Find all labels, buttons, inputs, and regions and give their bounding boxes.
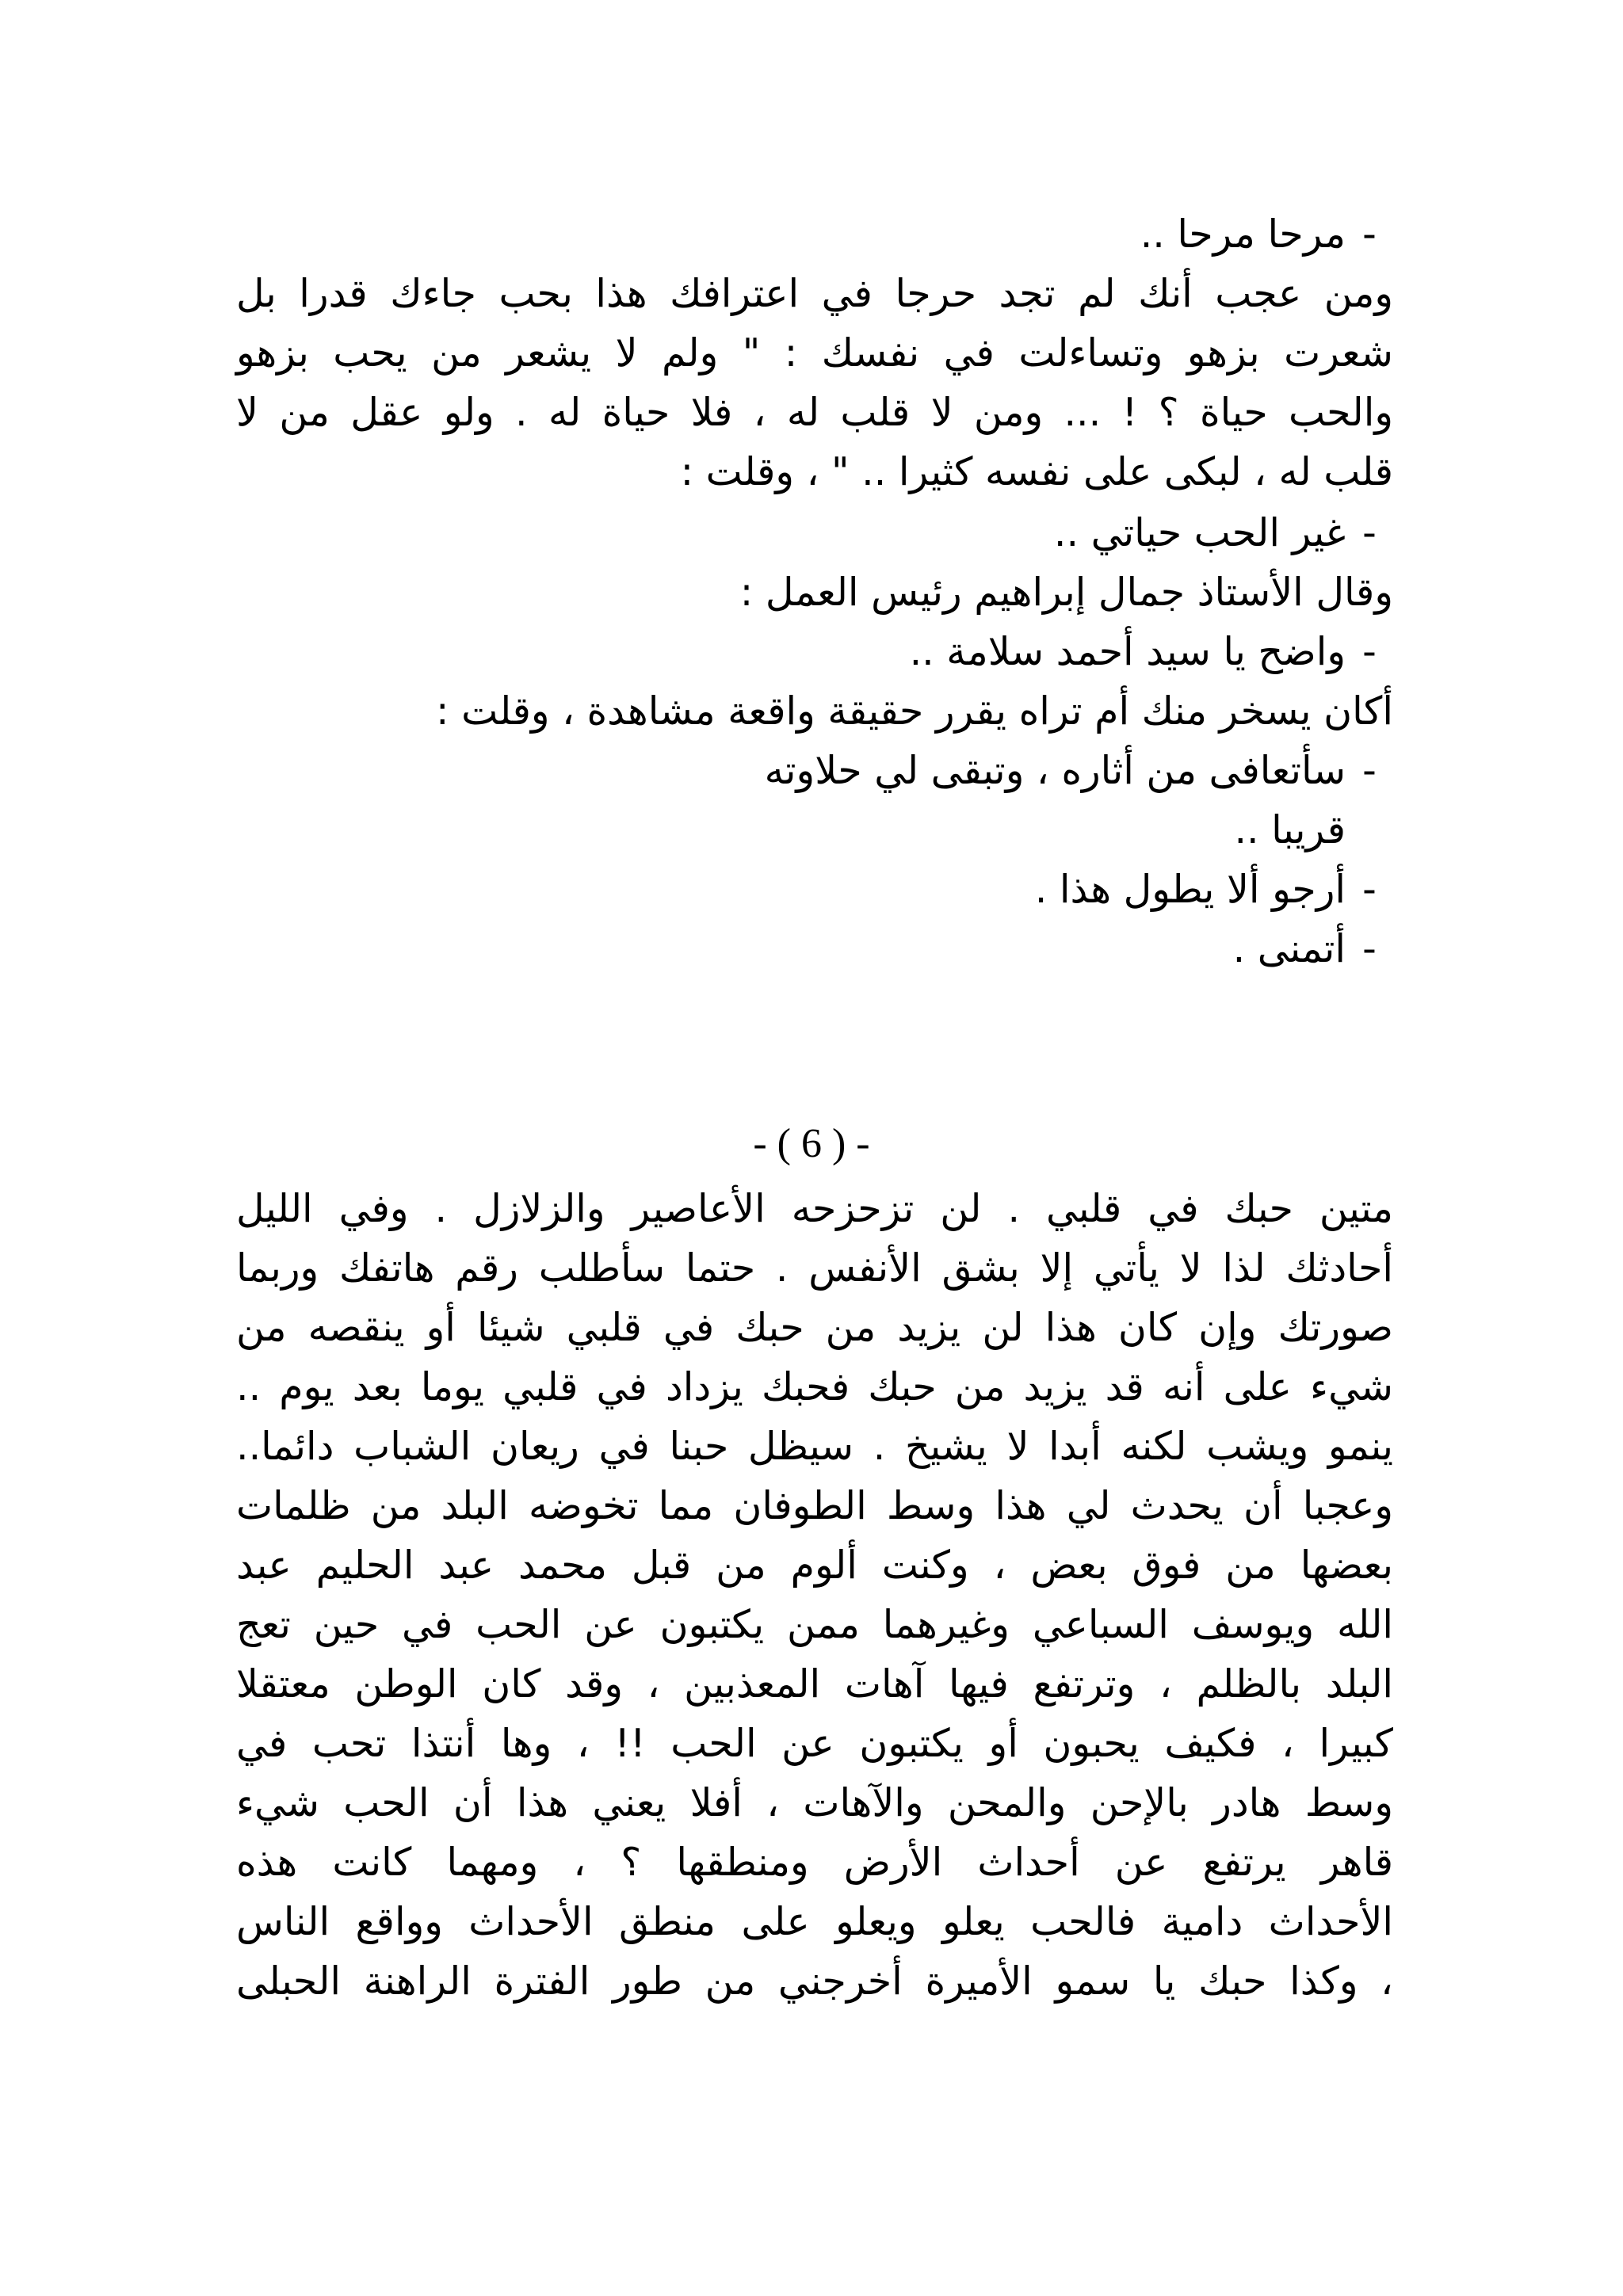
- paragraph-line: بعضها من فوق بعض ، وكنت ألوم من قبل محمد عبد الحليم عبد: [236, 1543, 1393, 1588]
- paragraph-line: وسط هادر بالإحن والمحن والآهات ، أفلا يعني هذا أن الحب شيء: [236, 1780, 1393, 1825]
- page-number: - ( 6 ) -: [753, 1121, 870, 1166]
- dialogue-line: [910, 628, 1393, 676]
- paragraph-line: الأحداث دامية فالحب يعلو ويعلو على منطق الأحداث وواقع الناس: [236, 1899, 1393, 1944]
- dialogue-line: [1140, 211, 1393, 258]
- dialogue-dash: -: [1362, 867, 1377, 912]
- dialogue-dash: -: [1362, 748, 1377, 793]
- paragraph-line: متين حبك في قلبي . لن تزحزحه الأعاصير والزلازل . وفي الليل: [236, 1186, 1393, 1231]
- dialogue-line: [1054, 509, 1393, 557]
- dialogue-text: أرجو ألا يطول هذا .: [1034, 867, 1346, 912]
- paragraph-line: ينمو ويشب لكنه أبدا لا يشيخ . سيظل حبنا في ريعان الشباب دائما..: [236, 1424, 1393, 1469]
- dialogue-text: أتمنى .: [1232, 926, 1346, 971]
- paragraph-line: قلب له ، لبكى على نفسه كثيرا .. " ، وقلت :: [680, 449, 1393, 494]
- paragraph-line: وعجبا أن يحدث لي هذا وسط الطوفان مما تخوضه البلد من ظلمات: [236, 1483, 1393, 1528]
- paragraph-line: الله ويوسف السباعي وغيرهما ممن يكتبون عن الحب في حين تعج: [236, 1602, 1393, 1647]
- paragraph-line: ومن عجب أنك لم تجد حرجا في اعترافك هذا بحب جاءك قدرا بل: [236, 271, 1393, 316]
- paragraph-line: صورتك وإن كان هذا لن يزيد من حبك في قلبي شيئا أو ينقصه من: [236, 1305, 1393, 1350]
- paragraph-line: كبيرا ، فكيف يحبون أو يكتبون عن الحب !! ، وها أنتذا تحب في: [236, 1721, 1393, 1766]
- paragraph-line: وقال الأستاذ جمال إبراهيم رئيس العمل :: [739, 570, 1393, 615]
- dialogue-line: [1035, 866, 1393, 913]
- paragraph-line: قاهر يرتفع عن أحداث الأرض ومنطقها ؟ ، ومهما كانت هذه: [236, 1840, 1393, 1885]
- paragraph-line: أحادثك لذا لا يأتي إلا بشق الأنفس . حتما سأطلب رقم هاتفك وربما: [236, 1245, 1393, 1291]
- dialogue-dash: -: [1362, 629, 1377, 674]
- dialogue-text: مرحا مرحا ..: [1140, 212, 1346, 257]
- dialogue-text: واضح يا سيد أحمد سلامة ..: [909, 629, 1346, 674]
- dialogue-text: غير الحب حياتي ..: [1053, 510, 1346, 555]
- paragraph-line: شعرت بزهو وتساءلت في نفسك : " ولم لا يشعر من يحب بزهو: [236, 330, 1393, 376]
- dialogue-line: [1233, 925, 1393, 973]
- paragraph-line: والحب حياة ؟ ! ... ومن لا قلب له ، فلا حياة له . ولو عقل من لا: [236, 390, 1393, 435]
- dialogue-line: [765, 747, 1393, 795]
- dialogue-continuation: قريبا ..: [1234, 807, 1346, 852]
- dialogue-dash: -: [1362, 212, 1377, 257]
- paragraph-line: البلد بالظلم ، وترتفع فيها آهات المعذبين ، وقد كان الوطن معتقلا: [236, 1661, 1393, 1707]
- paragraph-line: شيء على أنه قد يزيد من حبك فحبك يزداد في قلبي يوما بعد يوم ..: [236, 1364, 1393, 1409]
- paragraph-line: ، وكذا حبك يا سمو الأميرة أخرجني من طور الفترة الراهنة الحبلى: [236, 1958, 1393, 2004]
- dialogue-dash: -: [1362, 510, 1377, 555]
- paragraph-line: أكان يسخر منك أم تراه يقرر حقيقة واقعة مشاهدة ، وقلت :: [436, 688, 1393, 734]
- dialogue-dash: -: [1362, 926, 1377, 971]
- dialogue-text: سأتعافى من أثاره ، وتبقى لي حلاوته: [764, 748, 1346, 793]
